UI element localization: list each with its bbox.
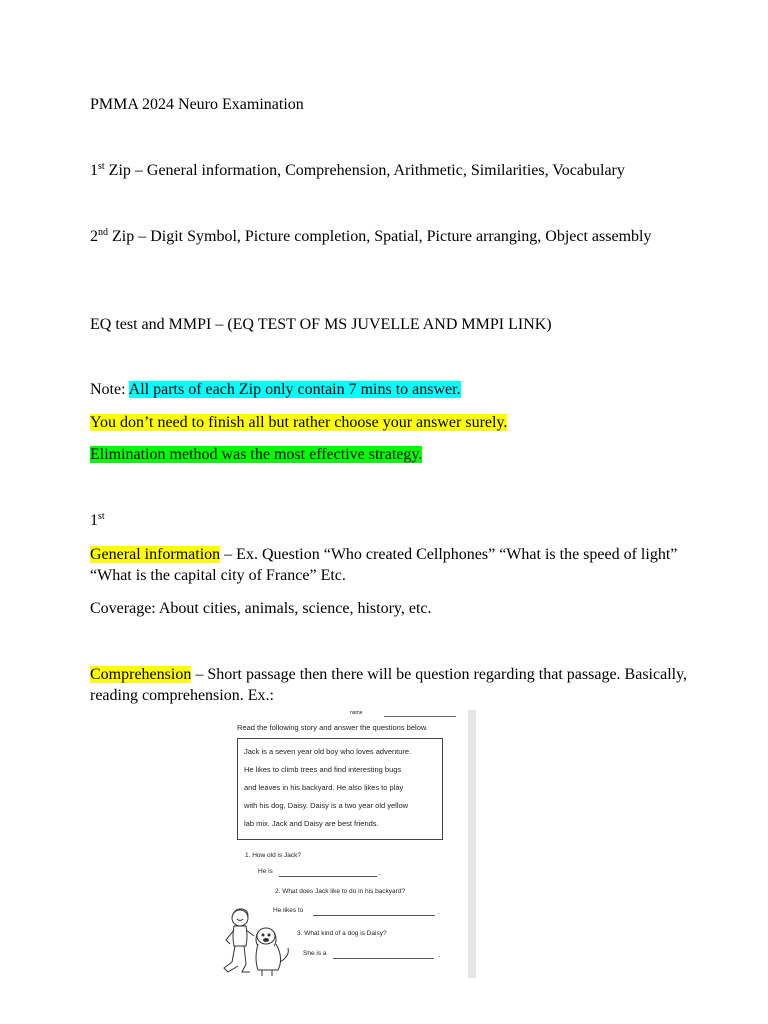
story-line: lab mix. Jack and Daisy are best friends. <box>244 819 379 828</box>
general-information-label: General information <box>90 546 221 563</box>
worksheet-answer-1-label: He is <box>258 868 273 875</box>
highlight-green: Elimination method was the most effective strategy. <box>90 446 423 463</box>
story-line: He likes to climb trees and find interesting bugs <box>244 765 402 774</box>
document-title: PMMA 2024 Neuro Examination <box>90 96 304 113</box>
eq-line: EQ test and MMPI – (EQ TEST OF MS JUVELLE AND MMPI LINK) <box>90 316 552 333</box>
story-line: with his dog, Daisy. Daisy is a two year old yellow <box>244 801 409 810</box>
note-line-2 <box>90 412 690 433</box>
coverage-line: Coverage: About cities, animals, science, history, etc. <box>90 600 432 617</box>
worksheet-question-2: 2. What does Jack like to do in his backyard? <box>275 888 406 895</box>
worksheet-story-box <box>237 738 443 840</box>
zip1-line: 1st Zip – General information, Comprehension, Arithmetic, Similarities, Vocabulary <box>90 161 625 179</box>
worksheet-question-3: 3. What kind of a dog is Daisy? <box>297 930 387 937</box>
worksheet-answer-3-label: She is a <box>303 950 327 957</box>
worksheet-question-1: 1. How old is Jack? <box>245 852 301 859</box>
comprehension-label: Comprehension <box>90 666 192 683</box>
worksheet-edge <box>468 710 476 978</box>
answer-line <box>313 915 435 916</box>
zip2-line: 2nd Zip – Digit Symbol, Picture completion, Spatial, Picture arranging, Object assembly <box>90 227 652 245</box>
note-line-1: Note: All parts of each Zip only contain 7 mins to answer. <box>90 381 461 398</box>
period-mark: . <box>438 952 440 959</box>
story-line: Jack is a seven year old boy who loves adventure. <box>244 747 412 756</box>
comprehension-paragraph: Comprehension – Short passage then there will be question regarding that passage. Basically, reading comprehension. Ex.: <box>90 666 688 704</box>
highlight-cyan: All parts of each Zip only contain 7 mins to answer. <box>128 381 461 398</box>
period-mark: . <box>379 870 381 877</box>
story-line: and leaves in his backyard. He also likes to play <box>244 783 404 792</box>
general-information-paragraph: General information – Ex. Question “Who created Cellphones” “What is the speed of light” “What is the capital city of France” Etc. <box>90 546 678 584</box>
worksheet-name-line <box>384 716 456 717</box>
period-mark: . <box>438 909 440 916</box>
boy-and-dog-illustration <box>222 906 296 978</box>
note-line-3 <box>90 444 690 465</box>
worksheet-instruction: Read the following story and answer the questions below. <box>237 723 428 732</box>
worksheet-answer-2-label: He likes to <box>273 907 304 914</box>
answer-line <box>279 876 377 877</box>
worksheet-image <box>222 710 476 978</box>
section-1-heading: 1st <box>90 511 105 529</box>
worksheet-name-label: name <box>350 710 363 716</box>
highlight-yellow: You don’t need to finish all but rather choose your answer surely. <box>90 414 508 431</box>
answer-line <box>333 958 434 959</box>
